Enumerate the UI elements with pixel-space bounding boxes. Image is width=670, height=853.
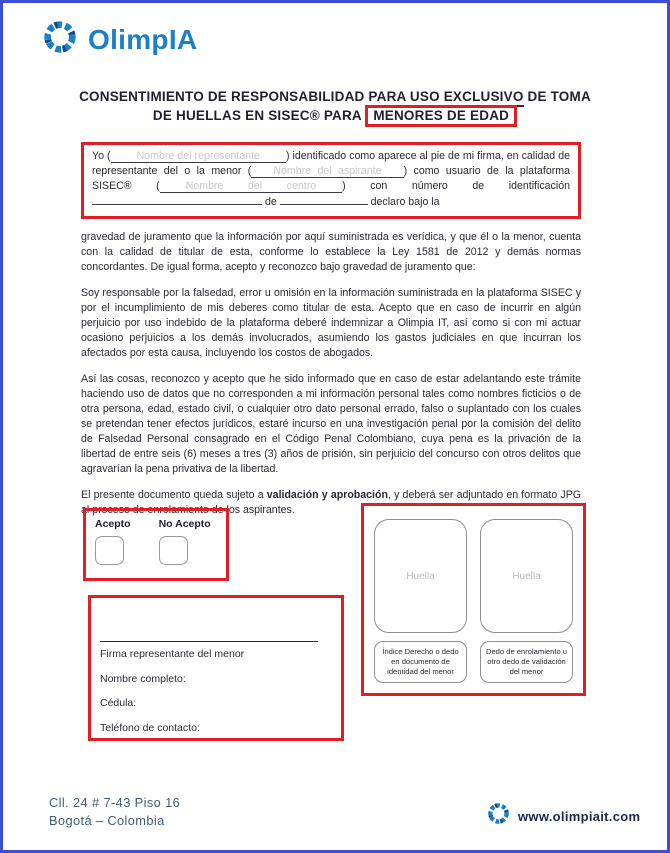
intro-seg4: ) con número de identificación [342, 180, 570, 192]
title-line-1 [3, 87, 667, 106]
accept-checkbox[interactable] [95, 536, 124, 565]
title-line1-post: DE TOMA [523, 89, 591, 104]
fingerprint-left-column [374, 519, 467, 683]
intro-seg5: de [262, 196, 280, 208]
center-name-field[interactable]: Nombre del centro [160, 180, 342, 193]
title-line2-pre: DE HUELLAS EN SISEC® PARA [152, 108, 366, 123]
signature-line[interactable] [100, 632, 318, 642]
phone-label: Teléfono de contacto: [100, 721, 200, 734]
intro-seg3: ) como usuario de la plataforma SISEC® ( [92, 165, 570, 192]
representative-name-field[interactable]: Nombre del representante [111, 150, 286, 163]
document-body [81, 142, 581, 518]
intro-annotation-box [81, 142, 581, 219]
fingerprint-left-placeholder: Huella [406, 570, 435, 582]
signature-section [88, 595, 344, 741]
fingerprint-right-caption: Dedo de enrolamiento u otro dedo de validación del menor [480, 641, 573, 683]
page-title [3, 87, 667, 125]
fingerprint-right-column [480, 519, 573, 683]
id-place-field[interactable] [280, 194, 368, 205]
title-line1-pre: CONSENTIMIENTO DE RESPONSABILIDAD [79, 89, 369, 104]
reject-checkbox[interactable] [159, 536, 188, 565]
p4-post: , y deberá ser adjuntado en formato JPG al proceso de enrolamiento de los aspirantes. [81, 489, 582, 516]
website-url: www.olimpiait.com [518, 808, 641, 824]
fingerprint-right-capture[interactable] [480, 519, 573, 633]
id-number-field[interactable] [92, 194, 262, 205]
paragraph-responsibility: Soy responsable por la falsedad, error u omisión en la información suministrada en la plataforma SISEC y por el incumplimiento de mis deberes como titular de esta. Acepto que en caso de incurrir en algún perjuicio por uso indebido de la plataforma deberé indemnizar a Olimpia IT, así como si con mi actuar ocasiono perjuicios a los demás involucrados, asumiendo los gastos judiciales en que incurran los afectados por esta causa, incluyendo los costos de abogados. [81, 287, 581, 359]
paragraph-legal: Así las cosas, reconozco y acepto que he sido informado que en caso de estar adelantando este trámite haciendo uso de datos que no corresponden a mi información personal tales como nombres ficticios o de otra persona, edad, estado civil, o cualquier otro dato personal errado, falso o suplantado con los cuales se pretendan tener efectos jurídicos, estaré incurso en una investigación penal por la comisión del delito de Falsedad Personal consagrado en el Código Penal Colombiano, cuya pena es la privación de la libertad de entre seis (6) meses a tres (3) años de prisión, sin perjuicio del concurso con otros delitos que agravarían la pena privativa de la libertad. [81, 373, 581, 475]
fingerprint-left-caption: Índice Derecho o dedo en documento de identidad del menor [374, 641, 467, 683]
footer-address [49, 794, 180, 829]
full-name-label: Nombre completo: [100, 672, 186, 685]
reject-label: No Acepto [158, 518, 211, 530]
fingerprint-right-placeholder: Huella [512, 570, 541, 582]
intro-seg1: Yo ( [92, 150, 111, 162]
consent-section [83, 508, 229, 581]
p4-bold-phrase: validación y aprobación [266, 489, 388, 501]
intro-seg2: ) identificado como aparece al pie de mi firma, en calidad de representante del o la menor ( [92, 150, 571, 177]
accept-label: Acepto [95, 518, 131, 530]
olimpia-logo-icon [41, 18, 79, 61]
signature-caption: Firma representante del menor [100, 648, 245, 660]
fingerprint-left-capture[interactable] [374, 519, 467, 633]
intro-seg6: declaro bajo la [367, 196, 440, 208]
title-highlight-box: MENORES DE EDAD [365, 105, 517, 127]
title-underlined-phrase: PARA USO EXCLUSIVO [368, 89, 523, 107]
intro-paragraph [92, 149, 570, 210]
fingerprint-section [361, 503, 586, 696]
address-line-1: Cll. 24 # 7-43 Piso 16 [49, 795, 181, 810]
reject-option [159, 518, 211, 578]
title-line-2 [3, 106, 667, 125]
address-line-2: Bogotá – Colombia [49, 812, 165, 828]
p4-pre: El presente documento queda sujeto a [81, 489, 267, 501]
olimpia-footer-logo-icon [486, 801, 511, 831]
footer-website-group [486, 801, 640, 831]
brand-header [41, 18, 197, 61]
accept-option [95, 518, 131, 578]
cedula-label: Cédula: [100, 697, 137, 709]
paragraph-oath: gravedad de juramento que la información por aquí suministrada es verídica, y que él o la menor, cuenta con la calidad de titular de esta, conforme lo establece la Ley 1581 de 2012 y demás normas concordantes. De igual forma, acepto y reconozco bajo gravedad de juramento que: [81, 231, 581, 273]
brand-name: OlimpIA [88, 23, 198, 55]
minor-name-field[interactable]: Nombre del aspirante [251, 165, 403, 178]
